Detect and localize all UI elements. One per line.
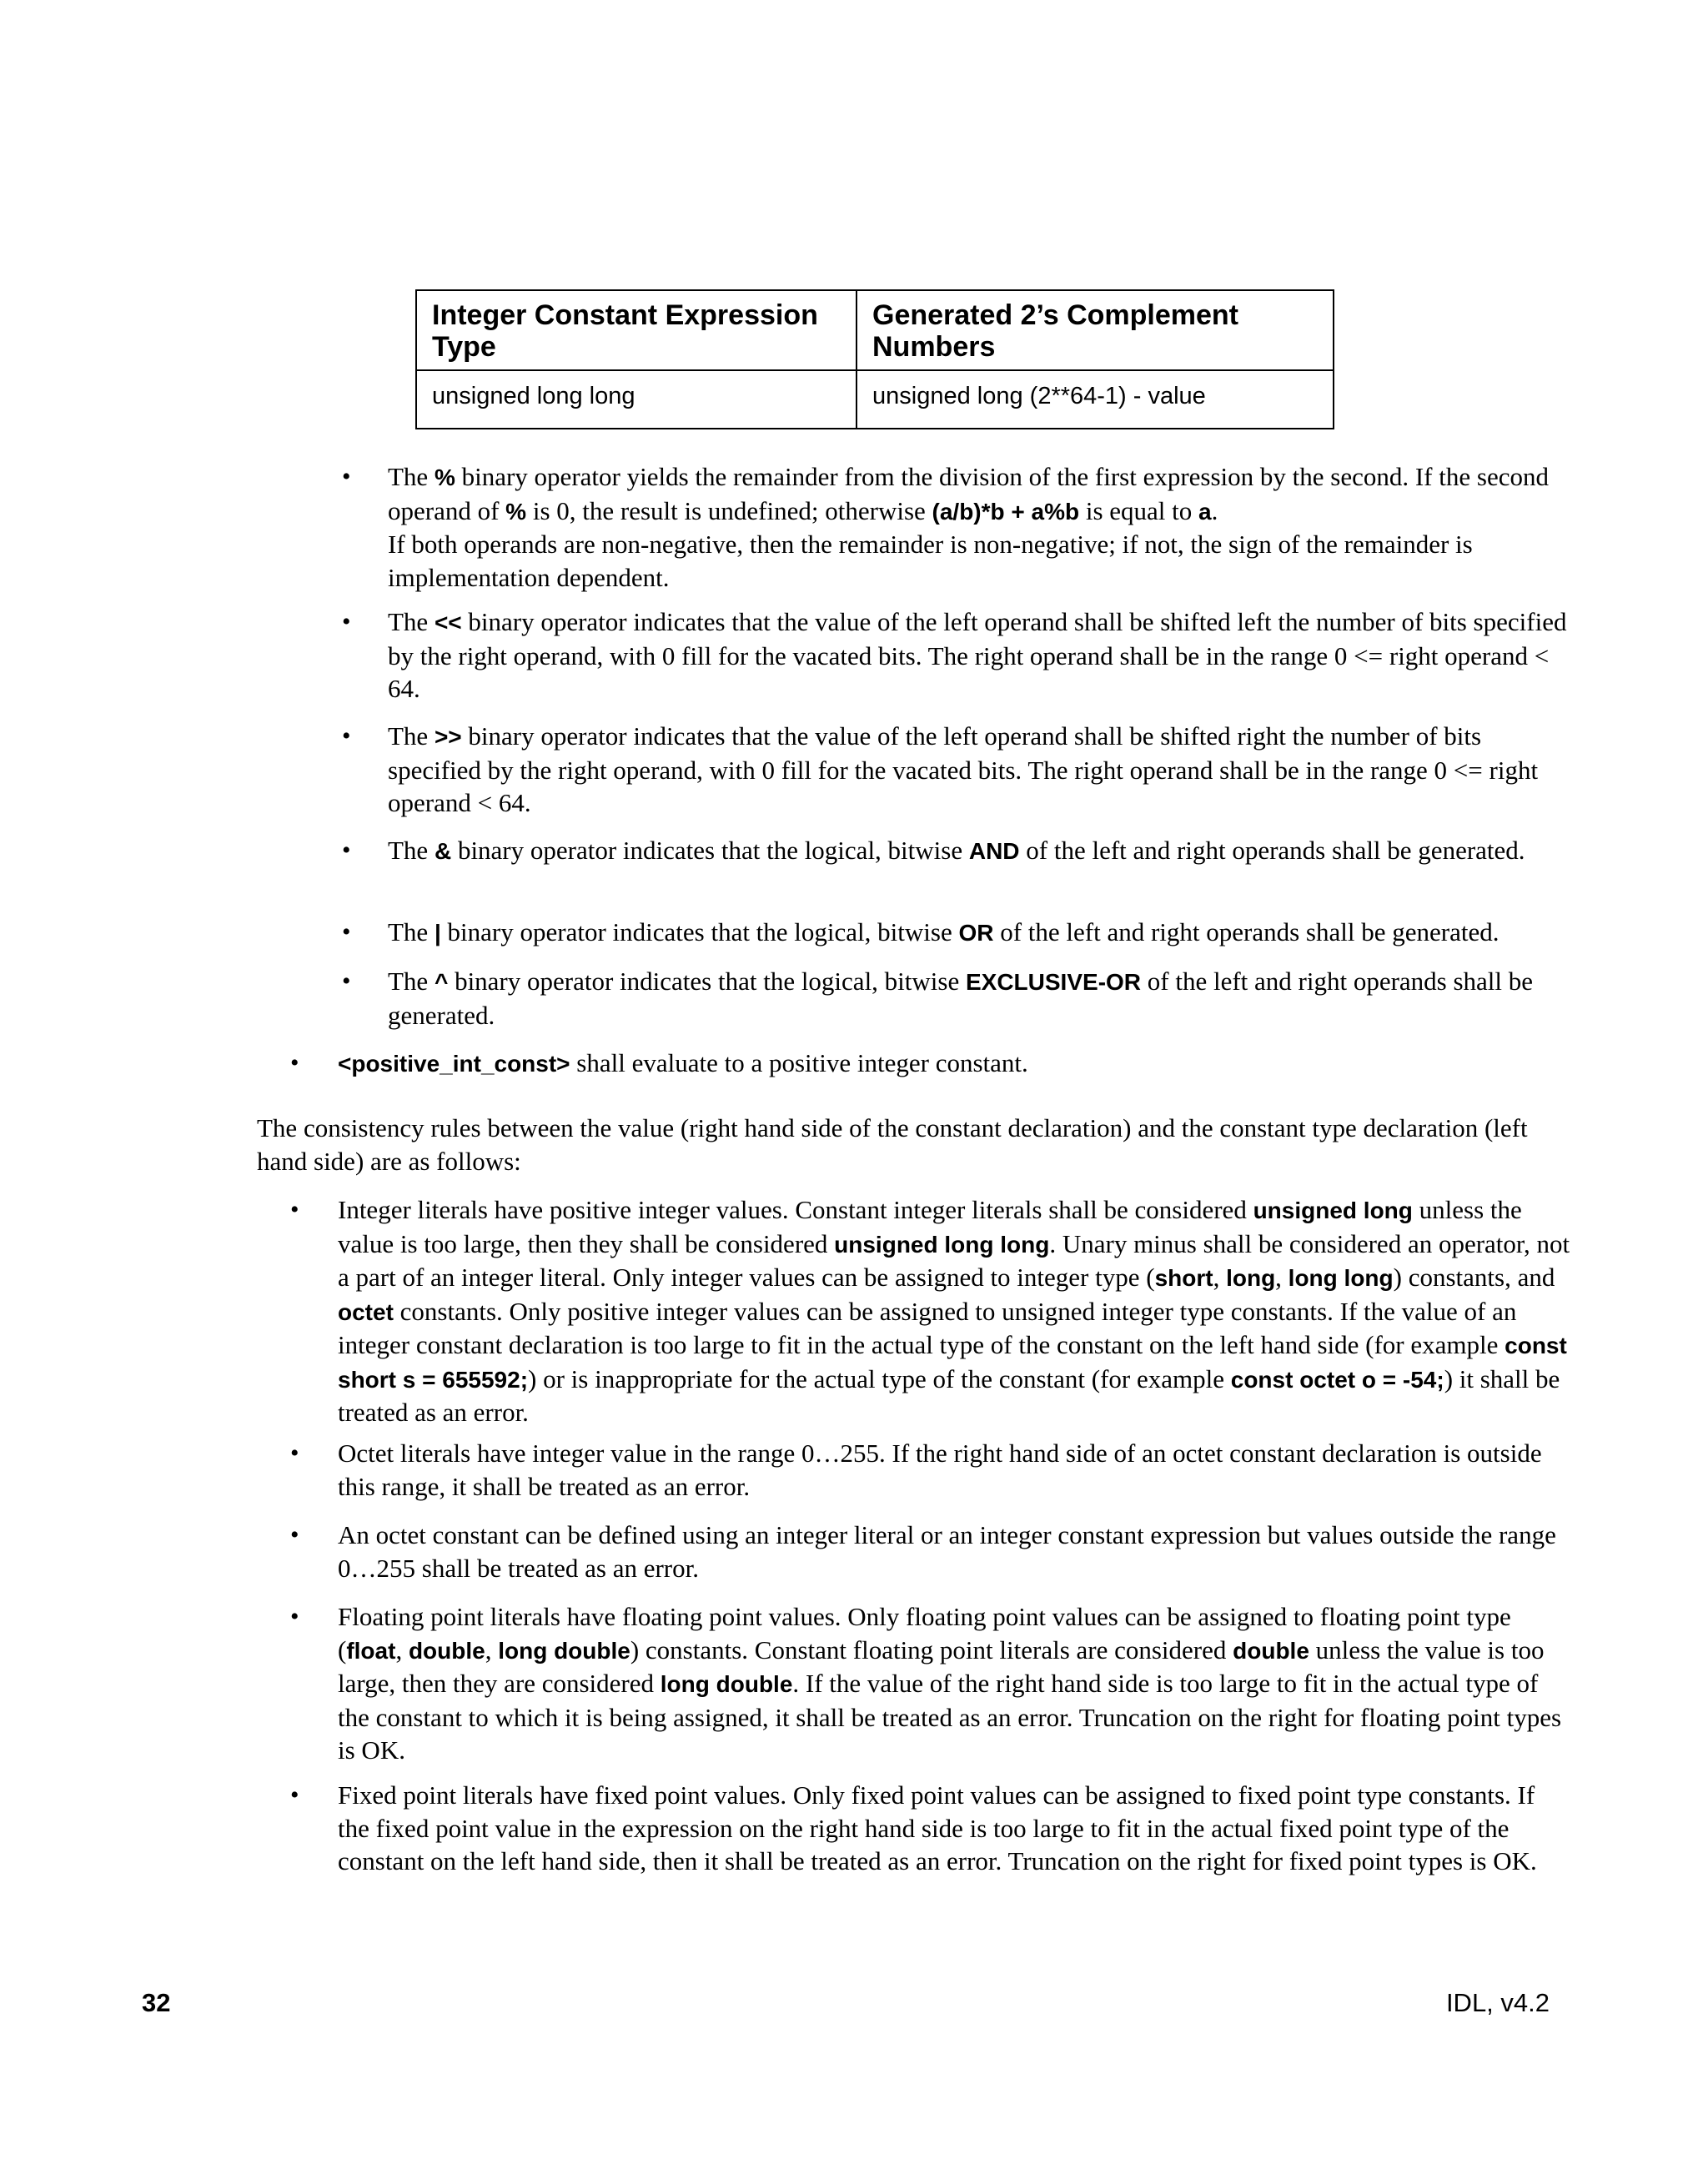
item-text: binary operator indicates that the value of the left operand shall be shifted left the number of bits specified by the right operand, with 0 fill for the vacated bits. The right operand shall be in the range 0 <= right operand < 64. [388, 607, 1567, 703]
item-text: binary operator indicates that the logical, bitwise [440, 917, 959, 946]
bullet-glyph: • [290, 1439, 299, 1467]
operator-symbol: | [434, 920, 441, 946]
item-text: binary operator indicates that the logical, bitwise [451, 836, 969, 865]
item-text: Integer literals have positive integer values. Constant integer literals shall be considered [338, 1195, 1253, 1224]
keyword: octet [338, 1298, 394, 1325]
item-text: , [395, 1634, 409, 1664]
item-text: Floating point literals have floating point values. Only floating point values can be assigned to floating point type ( [338, 1602, 1511, 1664]
keyword: double [1233, 1637, 1309, 1664]
item-text: shall evaluate to a positive integer constant. [570, 1048, 1028, 1077]
item-text: of the left and right operands shall be generated. [388, 967, 1534, 1030]
list-item-integer-literals [338, 1193, 1572, 1429]
table-row [416, 370, 1334, 429]
item-text: binary operator yields the remainder from the division of the first expression by the second. If the second operand of [388, 462, 1549, 525]
operator-symbol: % [505, 498, 527, 525]
list-item-and [388, 834, 1572, 868]
item-text: . If the value of the right hand side is too large to fit in the actual type of the constant to which it is being assigned, it shall be treated as an error. Truncation on the right for floating point types is OK. [338, 1669, 1562, 1765]
operator-symbol: >> [434, 724, 462, 750]
item-text: ) or is inappropriate for the actual type of the constant (for example [528, 1363, 1231, 1393]
item-text: The [388, 462, 435, 491]
table-cell: unsigned long long [416, 370, 857, 429]
keyword: <positive_int_const> [338, 1051, 570, 1077]
item-text: constants. Only positive integer values can be assigned to unsigned integer type constants. If the value of an integer constant declaration is too large to fit in the actual type of the constant on the left hand side (for example [338, 1296, 1517, 1359]
code-example: const octet o = -54; [1230, 1366, 1444, 1393]
page-number: 32 [142, 1988, 171, 2017]
bullet-glyph: • [342, 463, 351, 490]
list-item-modulo [388, 460, 1572, 594]
code-example: const short s = 655592; [338, 1333, 1567, 1393]
keyword: double [408, 1637, 485, 1664]
item-text: of the left and right operands shall be generated. [1019, 836, 1525, 865]
item-text: The [388, 967, 435, 996]
item-text: , [1275, 1263, 1289, 1292]
list-item-shift-left [388, 605, 1572, 705]
list-item-fixed-literals: Fixed point literals have fixed point values. Only fixed point values can be assigned to fixed point type constants. If the fixed point value in the expression on the right hand side is too large to fit in the actual fixed point type of the constant on the left hand side, then it shall be treated as an error. Truncation on the right for fixed point types is OK. [338, 1780, 1537, 1875]
item-text: binary operator indicates that the value of the left operand shall be shifted right the number of bits specified by the right operand, with 0 fill for the vacated bits. The right operand shall be in the range 0 <= right operand < 64. [388, 721, 1539, 817]
keyword: float [346, 1637, 396, 1664]
table-header-cell: Integer Constant Expression Type [416, 290, 857, 370]
item-text: unless the value is too large, then they are considered [338, 1634, 1545, 1698]
list-item-octet-literals: Octet literals have integer value in the range 0…255. If the right hand side of an octet constant declaration is outside this range, it shall be treated as an error. [338, 1438, 1542, 1501]
variable: a [1198, 498, 1212, 525]
document-version: IDL, v4.2 [1445, 1988, 1550, 2017]
item-text: ) constants. Constant floating point literals are considered [630, 1634, 1233, 1664]
item-text: The [388, 836, 435, 865]
table-header-row [416, 290, 1334, 370]
keyword: short [1154, 1265, 1213, 1291]
list-item-xor [388, 965, 1572, 1032]
keyword: OR [958, 920, 994, 946]
bullet-glyph: • [290, 1521, 299, 1549]
item-text: is equal to [1079, 495, 1199, 525]
bullet-glyph: • [290, 1049, 299, 1077]
keyword: long double [498, 1637, 630, 1664]
item-text: is 0, the result is undefined; otherwise [526, 495, 932, 525]
item-text: ) it shall be treated as an error. [338, 1363, 1560, 1427]
operator-symbol: << [434, 610, 462, 635]
item-text: , [485, 1634, 499, 1664]
bullet-glyph: • [342, 918, 351, 946]
bullet-glyph: • [342, 608, 351, 635]
constant-type-table [415, 289, 1334, 429]
list-item-positive-int [338, 1047, 1572, 1081]
item-text: The [388, 917, 435, 946]
bullet-glyph: • [290, 1781, 299, 1809]
list-item-shift-right [388, 720, 1572, 820]
keyword: EXCLUSIVE-OR [965, 969, 1142, 995]
item-text: binary operator indicates that the logical, bitwise [448, 967, 966, 996]
table-cell: unsigned long (2**64-1) - value [857, 370, 1334, 429]
operator-symbol: % [434, 464, 455, 490]
operator-symbol: & [434, 838, 452, 864]
keyword: unsigned long long [834, 1231, 1050, 1258]
item-text: The [388, 721, 435, 751]
keyword: unsigned long [1253, 1197, 1413, 1223]
consistency-intro: The consistency rules between the value (right hand side of the constant declaration) and the constant type declaration (left hand side) are as follows: [257, 1113, 1528, 1176]
item-text: The [388, 607, 435, 636]
list-item-floating-literals [338, 1600, 1572, 1767]
item-text: ) constants, and [1393, 1263, 1555, 1292]
table-header-cell: Generated 2’s Complement Numbers [857, 290, 1334, 370]
bullet-glyph: • [290, 1603, 299, 1630]
list-item-or [388, 916, 1572, 950]
bullet-glyph: • [342, 722, 351, 750]
expression: (a/b)*b + a%b [932, 498, 1080, 525]
list-item-octet-constant: An octet constant can be defined using an integer literal or an integer constant expression but values outside the range 0…255 shall be treated as an error. [338, 1520, 1556, 1583]
bullet-glyph: • [290, 1196, 299, 1223]
item-text: . Unary minus shall be considered an operator, not a part of an integer literal. Only integer values can be assigned to integer type ( [338, 1228, 1570, 1292]
keyword: long double [660, 1671, 793, 1697]
keyword: long long [1288, 1265, 1394, 1291]
item-text: of the left and right operands shall be generated. [993, 917, 1500, 946]
bullet-glyph: • [342, 836, 351, 864]
keyword: AND [968, 838, 1020, 864]
item-text: , [1213, 1263, 1227, 1292]
operator-symbol: ^ [434, 969, 449, 995]
item-text: . [1211, 495, 1218, 525]
item-text: If both operands are non-negative, then the remainder is non-negative; if not, the sign of the remainder is implementation dependent. [388, 530, 1473, 592]
keyword: long [1226, 1265, 1276, 1291]
bullet-glyph: • [342, 967, 351, 995]
item-text: unless the value is too large, then they shall be considered [338, 1195, 1522, 1258]
